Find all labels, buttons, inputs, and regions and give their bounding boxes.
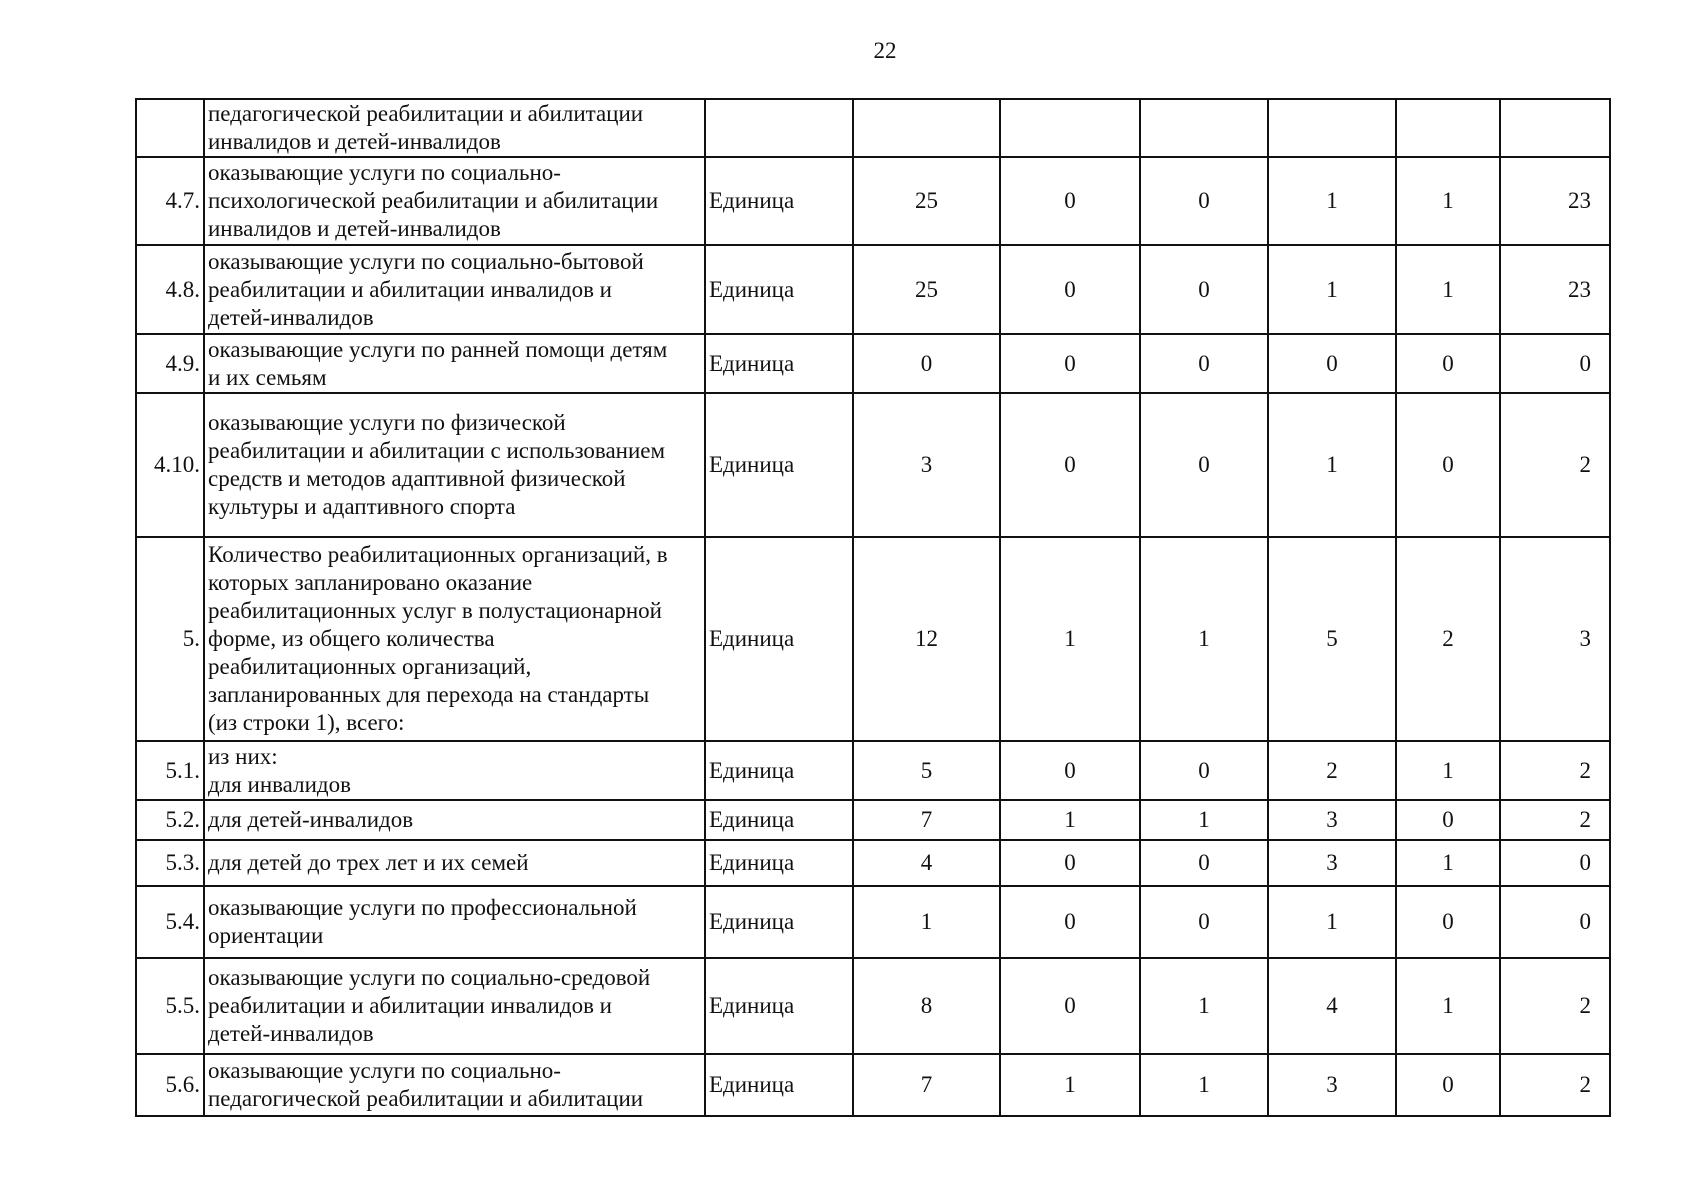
row-unit: Единица (705, 157, 853, 245)
row-number: 4.8. (136, 245, 204, 334)
value-cell: 0 (1396, 334, 1500, 393)
description-line: реабилитационных организаций, (208, 654, 532, 679)
value-cell: 0 (1140, 886, 1268, 958)
description-line: средств и методов адаптивной физической (208, 466, 626, 491)
table-row (136, 1054, 1610, 1116)
description-line: оказывающие услуги по социально- (208, 1058, 561, 1083)
value-cell: 7 (853, 800, 1000, 840)
description-line: (из строки 1), всего: (208, 710, 405, 735)
description-line: и их семьям (208, 364, 327, 390)
value-cell: 2 (1268, 741, 1396, 800)
row-description (204, 245, 705, 334)
value-cell: 3 (1268, 1054, 1396, 1116)
value-cell: 0 (853, 334, 1000, 393)
table-row (136, 99, 1610, 157)
table-row (136, 334, 1610, 393)
page-number: 22 (873, 38, 897, 63)
value-cell: 1 (1268, 157, 1396, 245)
value-cell: 4 (1268, 958, 1396, 1054)
row-number: 5.6. (136, 1054, 204, 1116)
value-cell: 1 (1140, 800, 1268, 840)
value-cell: 8 (853, 958, 1000, 1054)
value-cell: 0 (1000, 245, 1140, 334)
value-cell: 1 (1140, 958, 1268, 1054)
row-description (204, 537, 705, 741)
description-line: оказывающие услуги по социально- (208, 160, 561, 185)
value-cell (1140, 99, 1268, 157)
value-cell: 0 (1140, 245, 1268, 334)
table-row (136, 741, 1610, 800)
description-line: реабилитации и абилитации инвалидов и (208, 276, 612, 302)
value-cell: 1 (1396, 958, 1500, 1054)
value-cell: 5 (853, 741, 1000, 800)
value-cell: 0 (1140, 393, 1268, 537)
value-cell: 1 (1396, 741, 1500, 800)
value-cell: 3 (1500, 537, 1610, 741)
value-cell: 3 (1268, 840, 1396, 886)
value-cell: 2 (1500, 800, 1610, 840)
value-cell: 2 (1500, 741, 1610, 800)
value-cell: 0 (1396, 886, 1500, 958)
description-line: Количество реабилитационных организаций, в (208, 542, 668, 567)
value-cell: 0 (1500, 334, 1610, 393)
description-line: для инвалидов (208, 771, 351, 797)
value-cell (1396, 99, 1500, 157)
description-line: для детей-инвалидов (208, 807, 414, 832)
row-number: 4.10. (136, 393, 204, 537)
description-line: педагогической реабилитации и абилитации (208, 1086, 644, 1111)
description-line: форме, из общего количества (208, 626, 495, 651)
indicator-table (135, 98, 1611, 1117)
value-cell: 0 (1000, 741, 1140, 800)
row-unit: Единица (705, 800, 853, 840)
row-description (204, 886, 705, 958)
value-cell (1000, 99, 1140, 157)
description-line: запланированных для перехода на стандарты (208, 682, 650, 707)
description-line: реабилитационных услуг в полустационарной (208, 598, 662, 623)
row-description (204, 99, 705, 157)
value-cell: 1 (1396, 157, 1500, 245)
description-line: реабилитации и абилитации инвалидов и (208, 993, 612, 1018)
value-cell: 1 (1000, 800, 1140, 840)
value-cell: 23 (1500, 157, 1610, 245)
value-cell: 0 (1500, 886, 1610, 958)
row-number: 5.4. (136, 886, 204, 958)
value-cell: 25 (853, 245, 1000, 334)
row-unit (705, 99, 853, 157)
value-cell (1500, 99, 1610, 157)
table-row (136, 800, 1610, 840)
value-cell: 1 (1000, 1054, 1140, 1116)
table-row (136, 393, 1610, 537)
value-cell: 0 (1396, 1054, 1500, 1116)
table-row (136, 245, 1610, 334)
table-row (136, 840, 1610, 886)
value-cell: 5 (1268, 537, 1396, 741)
value-cell: 0 (1500, 840, 1610, 886)
row-number: 5.3. (136, 840, 204, 886)
value-cell: 0 (1000, 958, 1140, 1054)
value-cell: 0 (1140, 334, 1268, 393)
row-number: 4.9. (136, 334, 204, 393)
row-unit: Единица (705, 393, 853, 537)
value-cell: 1 (1000, 537, 1140, 741)
description-line: психологической реабилитации и абилитации (208, 188, 659, 213)
row-description (204, 393, 705, 537)
description-line: ориентации (208, 923, 324, 948)
description-line: из них: (208, 743, 278, 769)
row-unit: Единица (705, 245, 853, 334)
value-cell: 0 (1140, 840, 1268, 886)
row-description (204, 958, 705, 1054)
row-unit: Единица (705, 958, 853, 1054)
value-cell: 1 (853, 886, 1000, 958)
row-unit: Единица (705, 886, 853, 958)
value-cell: 3 (853, 393, 1000, 537)
value-cell: 12 (853, 537, 1000, 741)
value-cell: 1 (1268, 393, 1396, 537)
value-cell: 23 (1500, 245, 1610, 334)
value-cell: 0 (1000, 840, 1140, 886)
table-row (136, 886, 1610, 958)
description-line: оказывающие услуги по социально-бытовой (208, 248, 644, 274)
value-cell: 2 (1500, 393, 1610, 537)
row-number: 5.2. (136, 800, 204, 840)
value-cell: 1 (1396, 840, 1500, 886)
description-line: культуры и адаптивного спорта (208, 494, 516, 519)
value-cell: 1 (1268, 886, 1396, 958)
row-number: 5.5. (136, 958, 204, 1054)
value-cell: 1 (1396, 245, 1500, 334)
row-description (204, 840, 705, 886)
value-cell: 25 (853, 157, 1000, 245)
row-unit: Единица (705, 334, 853, 393)
description-line: детей-инвалидов (208, 1021, 374, 1046)
row-description (204, 741, 705, 800)
description-line: которых запланировано оказание (208, 570, 533, 595)
value-cell: 2 (1396, 537, 1500, 741)
value-cell: 0 (1000, 393, 1140, 537)
description-line: оказывающие услуги по социально-средовой (208, 965, 651, 990)
description-line: оказывающие услуги по физической (208, 410, 566, 435)
value-cell: 0 (1396, 800, 1500, 840)
description-line: оказывающие услуги по профессиональной (208, 895, 637, 920)
row-unit: Единица (705, 1054, 853, 1116)
description-line: реабилитации и абилитации с использованием (208, 438, 666, 463)
row-number: 4.7. (136, 157, 204, 245)
value-cell: 2 (1500, 1054, 1610, 1116)
description-line: для детей до трех лет и их семей (208, 850, 529, 875)
row-unit: Единица (705, 840, 853, 886)
value-cell: 7 (853, 1054, 1000, 1116)
description-line: инвалидов и детей-инвалидов (208, 216, 501, 241)
value-cell: 0 (1000, 334, 1140, 393)
value-cell: 0 (1000, 886, 1140, 958)
description-line: инвалидов и детей-инвалидов (208, 129, 501, 154)
value-cell: 0 (1000, 157, 1140, 245)
value-cell: 0 (1140, 157, 1268, 245)
table-row (136, 958, 1610, 1054)
description-line: педагогической реабилитации и абилитации (208, 101, 644, 126)
value-cell (853, 99, 1000, 157)
table-row (136, 157, 1610, 245)
row-description (204, 1054, 705, 1116)
description-line: детей-инвалидов (208, 304, 374, 330)
row-number (136, 99, 204, 157)
value-cell: 1 (1268, 245, 1396, 334)
row-description (204, 334, 705, 393)
value-cell: 0 (1396, 393, 1500, 537)
value-cell: 2 (1500, 958, 1610, 1054)
value-cell: 0 (1140, 741, 1268, 800)
row-unit: Единица (705, 741, 853, 800)
value-cell (1268, 99, 1396, 157)
row-number: 5.1. (136, 741, 204, 800)
value-cell: 0 (1268, 334, 1396, 393)
description-line: оказывающие услуги по ранней помощи детям (208, 336, 668, 362)
row-unit: Единица (705, 537, 853, 741)
row-description (204, 157, 705, 245)
value-cell: 1 (1140, 1054, 1268, 1116)
value-cell: 1 (1140, 537, 1268, 741)
table-row (136, 537, 1610, 741)
value-cell: 4 (853, 840, 1000, 886)
row-number: 5. (136, 537, 204, 741)
row-description (204, 800, 705, 840)
table-body (136, 99, 1610, 1116)
value-cell: 3 (1268, 800, 1396, 840)
